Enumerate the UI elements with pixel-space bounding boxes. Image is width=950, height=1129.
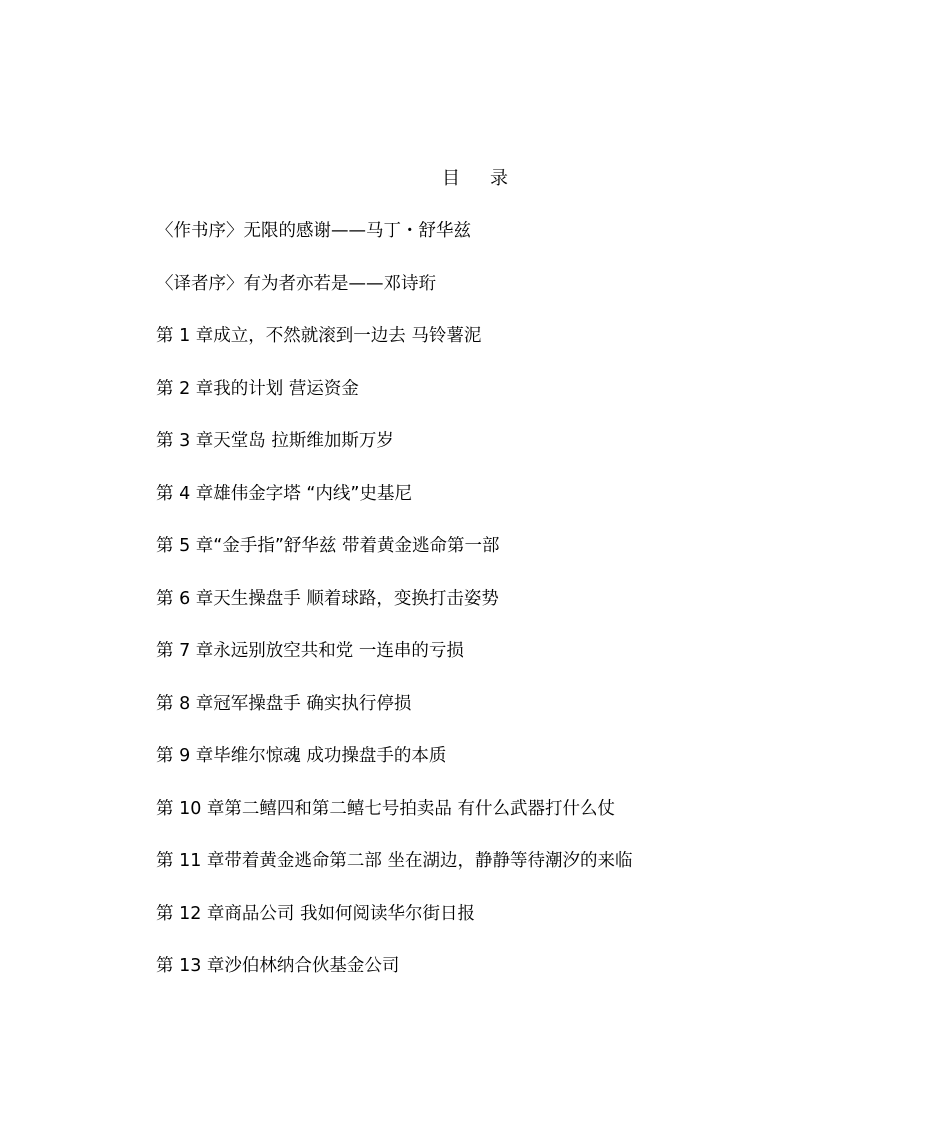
toc-item-chapter-8: 第 8 章冠军操盘手 确实执行停损 (156, 693, 412, 714)
toc-item-chapter-5: 第 5 章“金手指”舒华兹 带着黄金逃命第一部 (156, 536, 500, 556)
toc-item-chapter-12: 第 12 章商品公司 我如何阅读华尔街日报 (156, 903, 475, 924)
toc-item-chapter-9: 第 9 章毕维尔惊魂 成功操盘手的本质 (156, 746, 447, 766)
toc-item-chapter-3: 第 3 章天堂岛 拉斯维加斯万岁 (156, 431, 394, 451)
toc-item-preface-author: 〈作书序〉无限的感谢——马丁・舒华兹 (156, 221, 471, 241)
toc-item-chapter-4: 第 4 章雄伟金字塔 “内线”史基尼 (156, 483, 412, 504)
toc-item-chapter-13: 第 13 章沙伯林纳合伙基金公司 (156, 956, 400, 976)
toc-title: 目录 (442, 168, 538, 189)
toc-item-chapter-11: 第 11 章带着黄金逃命第二部 坐在湖边，静静等待潮汐的来临 (156, 851, 633, 871)
toc-item-chapter-6: 第 6 章天生操盘手 顺着球路，变换打击姿势 (156, 588, 499, 609)
toc-item-chapter-7: 第 7 章永远别放空共和党 一连串的亏损 (156, 641, 464, 661)
toc-item-preface-translator: 〈译者序〉有为者亦若是——邓诗珩 (156, 273, 436, 294)
toc-list (156, 218, 632, 1006)
toc-item-chapter-2: 第 2 章我的计划 营运资金 (156, 378, 359, 399)
toc-item-chapter-10: 第 10 章第二𬶮四和第二𬶮七号拍卖品 有什么武器打什么仗 (156, 798, 615, 819)
toc-item-chapter-1: 第 1 章成立，不然就滚到一边去 马铃薯泥 (156, 326, 482, 346)
